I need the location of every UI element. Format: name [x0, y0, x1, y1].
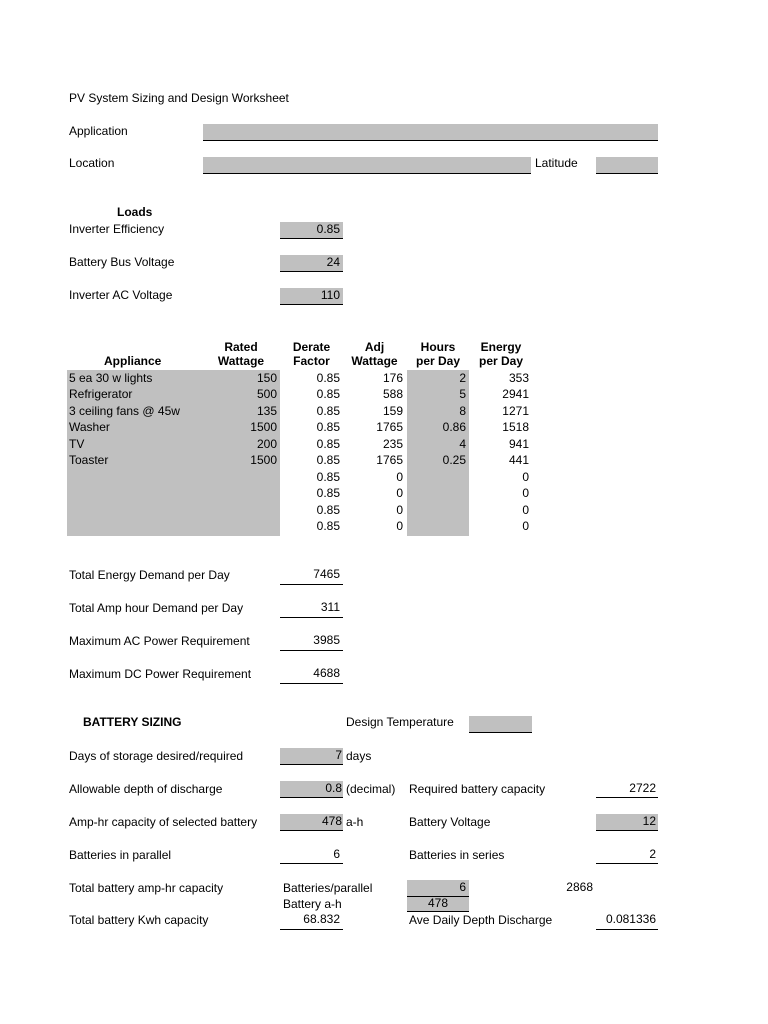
battery-ah-underline	[407, 911, 469, 912]
hours-per-day[interactable]: 2	[459, 371, 466, 385]
total-ah-value: 2868	[566, 880, 593, 894]
latitude-underline	[596, 173, 658, 174]
hours-per-day[interactable]: 4	[459, 437, 466, 451]
ah-unit: a-h	[346, 815, 364, 829]
application-label: Application	[69, 124, 128, 138]
rated-wattage[interactable]: 1500	[250, 420, 277, 434]
appliance-name[interactable]: 5 ea 30 w lights	[69, 371, 153, 385]
location-input[interactable]	[203, 157, 531, 173]
battery-voltage-value: 12	[642, 814, 656, 828]
energy-per-day: 2941	[502, 387, 529, 401]
energy-per-day: 441	[508, 453, 529, 467]
required-capacity-label: Required battery capacity	[409, 782, 546, 796]
adj-wattage: 0	[396, 503, 403, 517]
battery-ah-value: 478	[427, 896, 449, 910]
rated-wattage[interactable]: 1500	[250, 453, 277, 467]
ave-ddd-value: 0.081336	[605, 912, 656, 926]
selected-capacity-label: Amp-hr capacity of selected battery	[69, 815, 258, 829]
total-amp-hour-value: 311	[320, 600, 340, 614]
max-ac-underline	[280, 650, 343, 651]
col-header-adj-2: Wattage	[351, 354, 398, 368]
battery-bus-voltage-underline	[280, 271, 343, 272]
adj-wattage: 159	[382, 404, 403, 418]
inverter-efficiency-label: Inverter Efficiency	[69, 222, 165, 236]
adj-wattage: 588	[382, 387, 403, 401]
days-storage-value: 7	[335, 748, 342, 762]
appliance-name[interactable]: Washer	[69, 420, 110, 434]
rated-wattage[interactable]: 150	[256, 371, 277, 385]
derate-factor: 0.85	[316, 470, 340, 484]
derate-factor: 0.85	[316, 420, 340, 434]
adj-wattage: 235	[382, 437, 403, 451]
col-header-hours-2: per Day	[415, 354, 461, 368]
latitude-label: Latitude	[535, 156, 578, 170]
battery-voltage-underline	[596, 830, 658, 831]
battery-sizing-heading: BATTERY SIZING	[83, 715, 182, 729]
total-kwh-label: Total battery Kwh capacity	[69, 913, 209, 927]
total-kwh-underline	[280, 929, 343, 930]
max-dc-value: 4688	[313, 666, 340, 680]
derate-factor: 0.85	[316, 437, 340, 451]
adj-wattage: 0	[396, 486, 403, 500]
appliance-name[interactable]: 3 ceiling fans @ 45w	[69, 404, 180, 418]
total-energy-underline	[280, 584, 343, 585]
total-energy-value: 7465	[313, 567, 340, 581]
design-temperature-underline	[469, 732, 532, 733]
appliance-name[interactable]: Toaster	[69, 453, 109, 467]
inverter-ac-voltage-value: 110	[320, 288, 340, 302]
derate-factor: 0.85	[316, 486, 340, 500]
total-ah-label: Total battery amp-hr capacity	[69, 881, 224, 895]
required-capacity-underline	[596, 797, 658, 798]
parallel-label: Batteries in parallel	[69, 848, 172, 862]
max-dc-label: Maximum DC Power Requirement	[69, 667, 252, 681]
decimal-unit: (decimal)	[346, 782, 396, 796]
rated-wattage[interactable]: 500	[256, 387, 277, 401]
col-header-derate-1: Derate	[292, 340, 331, 354]
total-kwh-value: 68.832	[303, 912, 340, 926]
selected-capacity-underline	[280, 830, 343, 831]
energy-per-day: 353	[508, 371, 529, 385]
derate-factor: 0.85	[316, 503, 340, 517]
appliance-name[interactable]: Refrigerator	[69, 387, 133, 401]
derate-factor: 0.85	[316, 453, 340, 467]
hours-per-day[interactable]: 0.86	[442, 420, 466, 434]
ave-ddd-label: Ave Daily Depth Discharge	[409, 913, 553, 927]
battery-ah-label: Battery a-h	[283, 897, 342, 911]
location-label: Location	[69, 156, 115, 170]
col-header-adj-1: Adj	[364, 340, 385, 354]
parallel-underline	[280, 863, 343, 864]
inverter-ac-voltage-underline	[280, 304, 343, 305]
appliance-name[interactable]: TV	[69, 437, 85, 451]
application-input[interactable]	[203, 124, 658, 140]
adj-wattage: 0	[396, 519, 403, 533]
total-amp-hour-underline	[280, 617, 343, 618]
energy-per-day: 0	[522, 519, 529, 533]
total-amp-hour-label: Total Amp hour Demand per Day	[69, 601, 244, 615]
days-unit: days	[346, 749, 372, 763]
col-header-derate-2: Factor	[293, 354, 330, 368]
design-temperature-label: Design Temperature	[346, 715, 454, 729]
col-header-appliance: Appliance	[104, 354, 162, 368]
inverter-efficiency-value: 0.85	[316, 222, 340, 236]
col-header-energy-2: per Day	[478, 354, 524, 368]
depth-discharge-underline	[280, 797, 343, 798]
series-underline	[596, 863, 658, 864]
application-underline	[203, 140, 658, 141]
derate-factor: 0.85	[316, 404, 340, 418]
hours-per-day[interactable]: 0.25	[442, 453, 466, 467]
col-header-rated-1: Rated	[224, 340, 258, 354]
parallel-value: 6	[333, 847, 340, 861]
batteries-parallel-value: 6	[459, 880, 466, 894]
battery-voltage-label: Battery Voltage	[409, 815, 491, 829]
hours-per-day[interactable]: 8	[459, 404, 466, 418]
energy-per-day: 0	[522, 470, 529, 484]
derate-factor: 0.85	[316, 519, 340, 533]
series-value: 2	[649, 847, 656, 861]
col-header-energy-1: Energy	[480, 340, 522, 354]
adj-wattage: 1765	[376, 420, 403, 434]
latitude-input[interactable]	[596, 157, 658, 173]
energy-per-day: 1518	[502, 420, 529, 434]
series-label: Batteries in series	[409, 848, 505, 862]
inverter-efficiency-underline	[280, 238, 343, 239]
derate-factor: 0.85	[316, 371, 340, 385]
max-ac-value: 3985	[313, 633, 340, 647]
location-underline	[203, 173, 531, 174]
depth-discharge-value: 0.8	[325, 781, 342, 795]
derate-factor: 0.85	[316, 387, 340, 401]
max-ac-label: Maximum AC Power Requirement	[69, 634, 250, 648]
adj-wattage: 1765	[376, 453, 403, 467]
page-title: PV System Sizing and Design Worksheet	[69, 91, 289, 105]
energy-per-day: 0	[522, 503, 529, 517]
inverter-ac-voltage-label: Inverter AC Voltage	[69, 288, 173, 302]
energy-per-day: 1271	[502, 404, 529, 418]
hours-per-day[interactable]: 5	[459, 387, 466, 401]
depth-discharge-label: Allowable depth of discharge	[69, 782, 223, 796]
days-storage-label: Days of storage desired/required	[69, 749, 244, 763]
loads-heading: Loads	[117, 205, 153, 219]
adj-wattage: 176	[382, 371, 403, 385]
adj-wattage: 0	[396, 470, 403, 484]
ave-ddd-underline	[596, 929, 658, 930]
battery-bus-voltage-label: Battery Bus Voltage	[69, 255, 175, 269]
battery-bus-voltage-value: 24	[326, 255, 340, 269]
total-energy-label: Total Energy Demand per Day	[69, 568, 230, 582]
batteries-parallel-label: Batteries/parallel	[283, 881, 373, 895]
energy-per-day: 0	[522, 486, 529, 500]
col-header-hours-1: Hours	[420, 340, 456, 354]
design-temperature-input[interactable]	[469, 716, 532, 732]
required-capacity-value: 2722	[629, 781, 656, 795]
rated-wattage[interactable]: 200	[256, 437, 277, 451]
selected-capacity-value: 478	[321, 814, 342, 828]
energy-per-day: 941	[508, 437, 529, 451]
max-dc-underline	[280, 683, 343, 684]
days-storage-underline	[280, 764, 343, 765]
col-header-rated-2: Wattage	[217, 354, 265, 368]
rated-wattage[interactable]: 135	[256, 404, 277, 418]
